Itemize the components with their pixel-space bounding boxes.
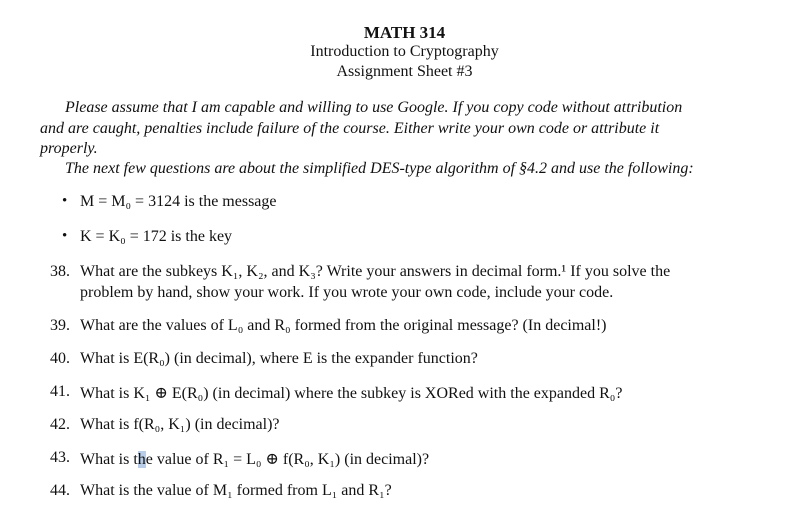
intro-line-3: properly.	[40, 140, 98, 157]
intro-line-4: The next few questions are about the simplified DES-type algorithm of §4.2 and use the following:	[65, 160, 694, 177]
bullet-message: M = M₀ = 3124 is the message	[80, 193, 277, 210]
question-40: What is E(R₀) (in decimal), where E is the expander function?	[80, 350, 478, 367]
question-number: 41.	[50, 383, 70, 400]
question-44: What is the value of M₁ formed from L₁ and R₁?	[80, 482, 392, 499]
question-number: 38.	[50, 263, 70, 280]
question-42: What is f(R₀, K₁) (in decimal)?	[80, 416, 280, 433]
course-title: Introduction to Cryptography	[310, 43, 499, 60]
question-43	[80, 449, 429, 469]
question-number: 39.	[50, 317, 70, 334]
question-41: What is K₁ ⊕ E(R₀) (in decimal) where the subkey is XORed with the expanded R₀?	[80, 385, 623, 402]
text-selection-highlight: h	[137, 451, 146, 468]
question-number: 44.	[50, 482, 70, 499]
question-number: 43.	[50, 449, 70, 466]
question-38-line-1: What are the subkeys K₁, K₂, and K₃? Write your answers in decimal form.¹ If you solve the	[80, 263, 671, 280]
question-43-text-b: e value of R₁ = L₀ ⊕ f(R₀, K₁) (in decimal)?	[145, 451, 430, 468]
bullet-symbol: •	[62, 193, 68, 209]
course-code: MATH 314	[363, 23, 446, 42]
intro-line-1: Please assume that I am capable and willing to use Google. If you copy code without attribution	[65, 99, 683, 116]
question-39: What are the values of L₀ and R₀ formed from the original message? (In decimal!)	[80, 317, 607, 334]
question-number: 40.	[50, 350, 70, 367]
question-38-line-2: problem by hand, show your work. If you wrote your own code, include your code.	[80, 284, 614, 301]
question-43-text-a: What is t	[80, 451, 138, 468]
bullet-key: K = K₀ = 172 is the key	[80, 228, 233, 245]
question-number: 42.	[50, 416, 70, 433]
bullet-symbol: •	[62, 228, 68, 244]
assignment-sheet-title: Assignment Sheet #3	[336, 63, 473, 80]
intro-line-2: and are caught, penalties include failure of the course. Either write your own code or attribute it	[40, 120, 660, 137]
